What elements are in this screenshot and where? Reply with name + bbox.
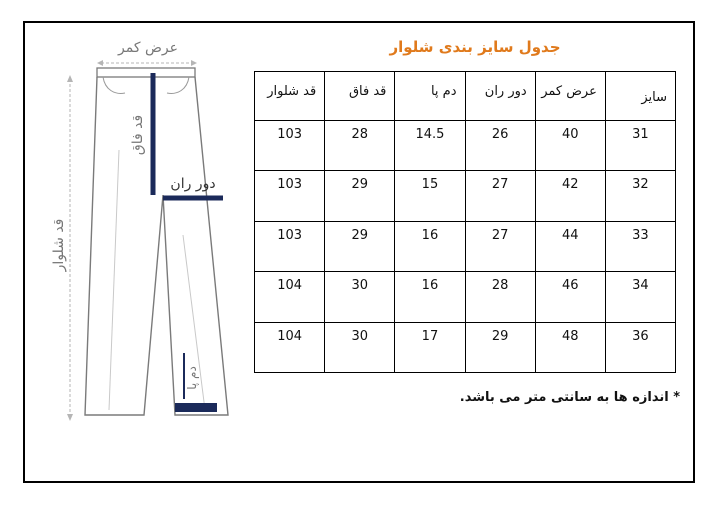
cell-length: 104 (255, 272, 325, 322)
measurement-note: * اندازه ها به سانتی متر می باشد. (459, 390, 680, 405)
cell-size: 32 (605, 171, 675, 221)
cell-hem: 14.5 (395, 121, 465, 171)
header-waist: عرض کمر (535, 72, 605, 121)
cell-thigh: 28 (465, 272, 535, 322)
table-row (255, 221, 676, 271)
header-rise: قد فاق (325, 72, 395, 121)
table-row (255, 171, 676, 221)
thigh-label: دور ران (170, 176, 216, 192)
waist-arrow-left-icon (97, 60, 103, 66)
page-title: جدول سایز بندی شلوار (389, 38, 561, 56)
cell-hem: 16 (395, 272, 465, 322)
waist-arrow-right-icon (191, 60, 197, 66)
table-row (255, 121, 676, 171)
length-arrow-top-icon (67, 75, 73, 82)
cell-length: 103 (255, 121, 325, 171)
table-row (255, 272, 676, 322)
rise-label: قد فاق (130, 114, 146, 156)
length-label: قد شلوار (51, 218, 67, 272)
cell-length: 103 (255, 221, 325, 271)
cell-waist: 42 (535, 171, 605, 221)
cell-length: 103 (255, 171, 325, 221)
header-hem: دم پا (395, 72, 465, 121)
cell-waist: 46 (535, 272, 605, 322)
left-crease (109, 150, 119, 410)
cell-rise: 30 (325, 272, 395, 322)
cell-waist: 48 (535, 322, 605, 372)
header-thigh: دور ران (465, 72, 535, 121)
left-pocket (103, 77, 125, 93)
trousers-diagram (45, 35, 245, 430)
cell-thigh: 27 (465, 171, 535, 221)
cell-hem: 16 (395, 221, 465, 271)
cell-rise: 30 (325, 322, 395, 372)
cell-size: 31 (605, 121, 675, 171)
waist-label: عرض کمر (118, 40, 178, 56)
cell-waist: 40 (535, 121, 605, 171)
hem-marker (175, 403, 217, 412)
size-chart-table (254, 71, 676, 373)
cell-size: 34 (605, 272, 675, 322)
right-pocket (167, 77, 189, 93)
header-size: سایز (605, 72, 675, 121)
cell-size: 33 (605, 221, 675, 271)
length-arrow-bottom-icon (67, 414, 73, 421)
cell-rise: 29 (325, 221, 395, 271)
table-row (255, 322, 676, 372)
cell-thigh: 27 (465, 221, 535, 271)
cell-rise: 29 (325, 171, 395, 221)
cell-hem: 15 (395, 171, 465, 221)
cell-hem: 17 (395, 322, 465, 372)
cell-waist: 44 (535, 221, 605, 271)
hem-label: دم پا (185, 366, 199, 390)
cell-size: 36 (605, 322, 675, 372)
trousers-outline (85, 77, 228, 415)
table-header-row (255, 72, 676, 121)
cell-rise: 28 (325, 121, 395, 171)
waistband (97, 68, 195, 77)
cell-thigh: 26 (465, 121, 535, 171)
cell-length: 104 (255, 322, 325, 372)
cell-thigh: 29 (465, 322, 535, 372)
header-length: قد شلوار (255, 72, 325, 121)
